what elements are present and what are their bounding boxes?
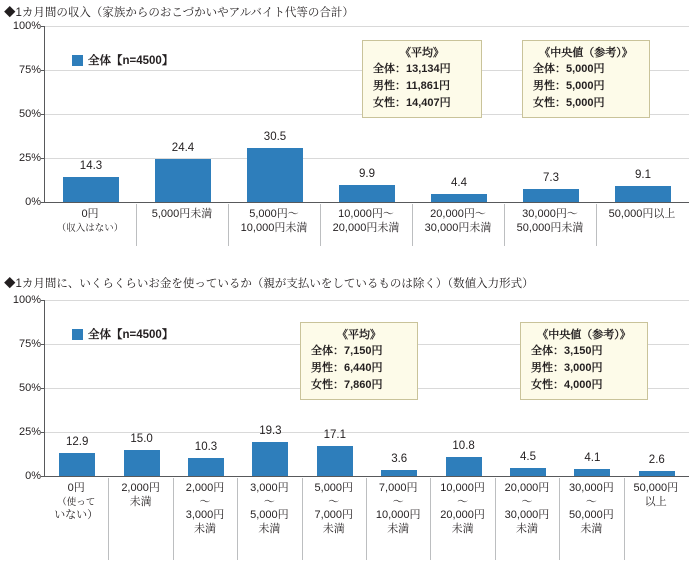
bar-value-label: 14.3	[79, 159, 103, 172]
mean-callout-row: 男性：11,861円	[373, 80, 451, 92]
x-axis-category-label	[366, 482, 430, 536]
bar	[431, 194, 487, 202]
x-axis-category-line: 未満	[193, 522, 216, 535]
x-axis-category-line: 10,000円	[440, 482, 485, 494]
bar-value-label: 15.0	[130, 432, 153, 445]
legend-label: 全体【n=4500】	[88, 329, 174, 341]
x-axis-category-line: 30,000円未満	[424, 221, 492, 234]
y-axis-tick-label: 75%	[18, 338, 41, 350]
chart-2-title: ◆1カ月間に、いくらくらいお金を使っているか（親が支払いをしているものは除く）（数値入力形式）	[4, 278, 534, 290]
bar	[317, 446, 353, 476]
x-axis-category-line: （使って	[57, 496, 96, 508]
x-axis-category-label	[302, 482, 366, 536]
gridline	[45, 26, 689, 27]
y-axis-tick-label: 75%	[18, 64, 41, 76]
x-axis-category-line: 20,000円	[504, 482, 550, 494]
median-callout-title: 《中央値（参考）》	[537, 329, 631, 341]
y-axis-tick-mark	[41, 202, 45, 203]
bar	[615, 186, 671, 202]
x-axis-category-line: ～	[585, 495, 597, 508]
chart-legend	[72, 52, 173, 68]
bar-value-label: 3.6	[391, 452, 408, 465]
x-axis-category-line: 以上	[644, 495, 667, 508]
mean-callout-row: 男性：6,440円	[311, 362, 383, 374]
bar	[339, 185, 395, 202]
x-axis-category-line: 未満	[258, 522, 281, 535]
x-axis-category-line: 未満	[580, 522, 603, 535]
mean-callout-row: 女性：14,407円	[373, 97, 451, 109]
median-callout	[520, 322, 648, 400]
x-axis-category-label	[136, 208, 228, 222]
x-axis-category-line: 3,000円	[250, 482, 289, 494]
x-axis-category-line: 20,000円未満	[332, 221, 400, 234]
x-axis-category-line: 未満	[322, 522, 345, 535]
bar	[510, 468, 546, 476]
x-axis-category-line: ～	[521, 495, 533, 508]
x-axis-category-label	[228, 208, 320, 235]
mean-callout	[300, 322, 418, 400]
y-axis-tick-label: 50%	[18, 108, 41, 120]
x-axis-category-line: 2,000円	[121, 482, 160, 494]
legend-color-swatch	[72, 329, 83, 340]
x-axis-category-line: 10,000円～	[338, 208, 394, 220]
x-axis-category-label	[596, 208, 688, 222]
x-axis-category-line: 0円	[81, 208, 99, 220]
chart-1-title: ◆1カ月間の収入（家族からのおこづかいやアルバイト代等の合計）	[4, 7, 354, 19]
median-callout	[522, 40, 650, 118]
bar-value-label: 4.5	[520, 451, 536, 464]
x-axis-category-line: 30,000円～	[522, 208, 578, 220]
x-axis-category-line: 30,000円	[569, 482, 614, 494]
x-axis-category-label	[504, 208, 596, 235]
bar	[446, 457, 482, 476]
x-axis-category-line: 5,000円～	[249, 208, 299, 220]
x-axis-category-label	[237, 482, 301, 536]
bar	[63, 177, 119, 202]
bar	[188, 458, 224, 476]
x-axis-category-line: 50,000円	[633, 482, 679, 494]
x-axis-category-line: いない）	[54, 509, 99, 521]
bar-value-label: 10.3	[194, 440, 218, 453]
mean-callout-title: 《平均》	[337, 329, 381, 341]
x-axis-category-line: 7,000円	[378, 482, 418, 494]
median-callout-row: 男性：3,000円	[531, 362, 603, 374]
y-axis-tick-label: 25%	[18, 152, 41, 164]
bar	[59, 453, 95, 476]
x-axis-category-line: 5,000円未満	[151, 208, 213, 220]
x-axis-category-line: 20,000円～	[430, 208, 486, 220]
gridline	[45, 158, 689, 159]
bar-value-label: 17.1	[323, 428, 346, 441]
x-axis-category-line: 5,000円	[250, 509, 289, 521]
x-axis-category-label	[430, 482, 494, 536]
legend-color-swatch	[72, 55, 83, 66]
bar-value-label: 9.9	[359, 167, 375, 180]
bar-value-label: 19.3	[259, 425, 282, 438]
bar-value-label: 4.4	[451, 177, 467, 190]
x-axis-category-line: 未満	[451, 522, 474, 535]
x-axis-category-line: 2,000円	[185, 482, 225, 494]
x-axis-category-line: 未満	[515, 522, 538, 535]
x-axis-category-line: 50,000円	[569, 509, 614, 521]
y-axis-tick-label: 25%	[18, 426, 41, 438]
y-axis-tick-mark	[41, 476, 45, 477]
x-axis-category-label	[44, 208, 136, 235]
bar-value-label: 24.4	[171, 142, 195, 155]
x-axis-category-line: ～	[263, 495, 275, 508]
bar	[639, 471, 675, 476]
x-axis-category-line: 3,000円	[185, 509, 225, 521]
x-axis-category-line: ～	[328, 495, 340, 508]
bar-value-label: 7.3	[543, 172, 559, 185]
x-axis-category-line: ～	[457, 495, 469, 508]
bar-value-label: 4.1	[584, 451, 601, 464]
bar-value-label: 10.8	[452, 439, 475, 452]
x-axis-category-label	[173, 482, 237, 536]
y-axis-tick-label: 100%	[12, 20, 41, 32]
legend-label: 全体【n=4500】	[88, 55, 174, 67]
bar	[523, 189, 579, 202]
bar-value-label: 2.6	[648, 454, 665, 467]
x-axis-category-line: 10,000円未満	[240, 221, 308, 234]
bar	[252, 442, 288, 476]
x-axis-category-line: 50,000円以上	[608, 208, 676, 220]
x-axis-category-line: 10,000円	[375, 509, 421, 521]
mean-callout	[362, 40, 482, 118]
gridline	[45, 300, 689, 301]
mean-callout-row: 全体：7,150円	[311, 345, 383, 357]
y-axis-tick-label: 0%	[25, 196, 41, 208]
x-axis-category-label	[44, 482, 108, 523]
mean-callout-row: 女性：7,860円	[311, 379, 383, 391]
x-axis-category-line: 30,000円	[504, 509, 550, 521]
x-axis-category-label	[412, 208, 504, 235]
mean-callout-row: 全体：13,134円	[373, 63, 451, 75]
median-callout-row: 全体：3,150円	[531, 345, 603, 357]
median-callout-row: 女性：5,000円	[533, 97, 605, 109]
chart-legend	[72, 326, 173, 342]
bar	[574, 469, 610, 476]
x-axis-category-line: 0円	[67, 482, 85, 494]
x-axis-category-line: （収入はない）	[56, 222, 124, 234]
x-axis-category-line: 7,000円	[314, 509, 354, 521]
x-axis-category-label	[559, 482, 623, 536]
bar	[247, 148, 303, 202]
median-callout-row: 女性：4,000円	[531, 379, 603, 391]
x-axis-category-label	[624, 482, 688, 509]
x-axis-category-label	[320, 208, 412, 235]
y-axis-tick-label: 100%	[12, 294, 41, 306]
x-axis-category-line: 50,000円未満	[516, 221, 584, 234]
bar-value-label: 9.1	[635, 168, 651, 181]
bar-value-label: 12.9	[65, 436, 89, 449]
x-axis-category-line: ～	[392, 495, 404, 508]
x-axis-category-label	[108, 482, 172, 509]
y-axis-tick-label: 0%	[25, 470, 41, 482]
mean-callout-title: 《平均》	[400, 47, 444, 59]
x-axis-category-line: ～	[199, 495, 211, 508]
median-callout-row: 男性：5,000円	[533, 80, 605, 92]
median-callout-row: 全体：5,000円	[533, 63, 605, 75]
bar-value-label: 30.5	[263, 131, 287, 144]
x-axis-category-line: 未満	[387, 522, 410, 535]
bar	[124, 450, 160, 476]
median-callout-title: 《中央値（参考）》	[539, 47, 633, 59]
y-axis-tick-label: 50%	[18, 382, 41, 394]
bar	[381, 470, 417, 476]
x-axis-category-line: 未満	[129, 495, 152, 508]
bar	[155, 159, 211, 202]
x-axis-category-label	[495, 482, 559, 536]
x-axis-category-line: 5,000円	[314, 482, 354, 494]
x-axis-category-line: 20,000円	[440, 509, 485, 521]
